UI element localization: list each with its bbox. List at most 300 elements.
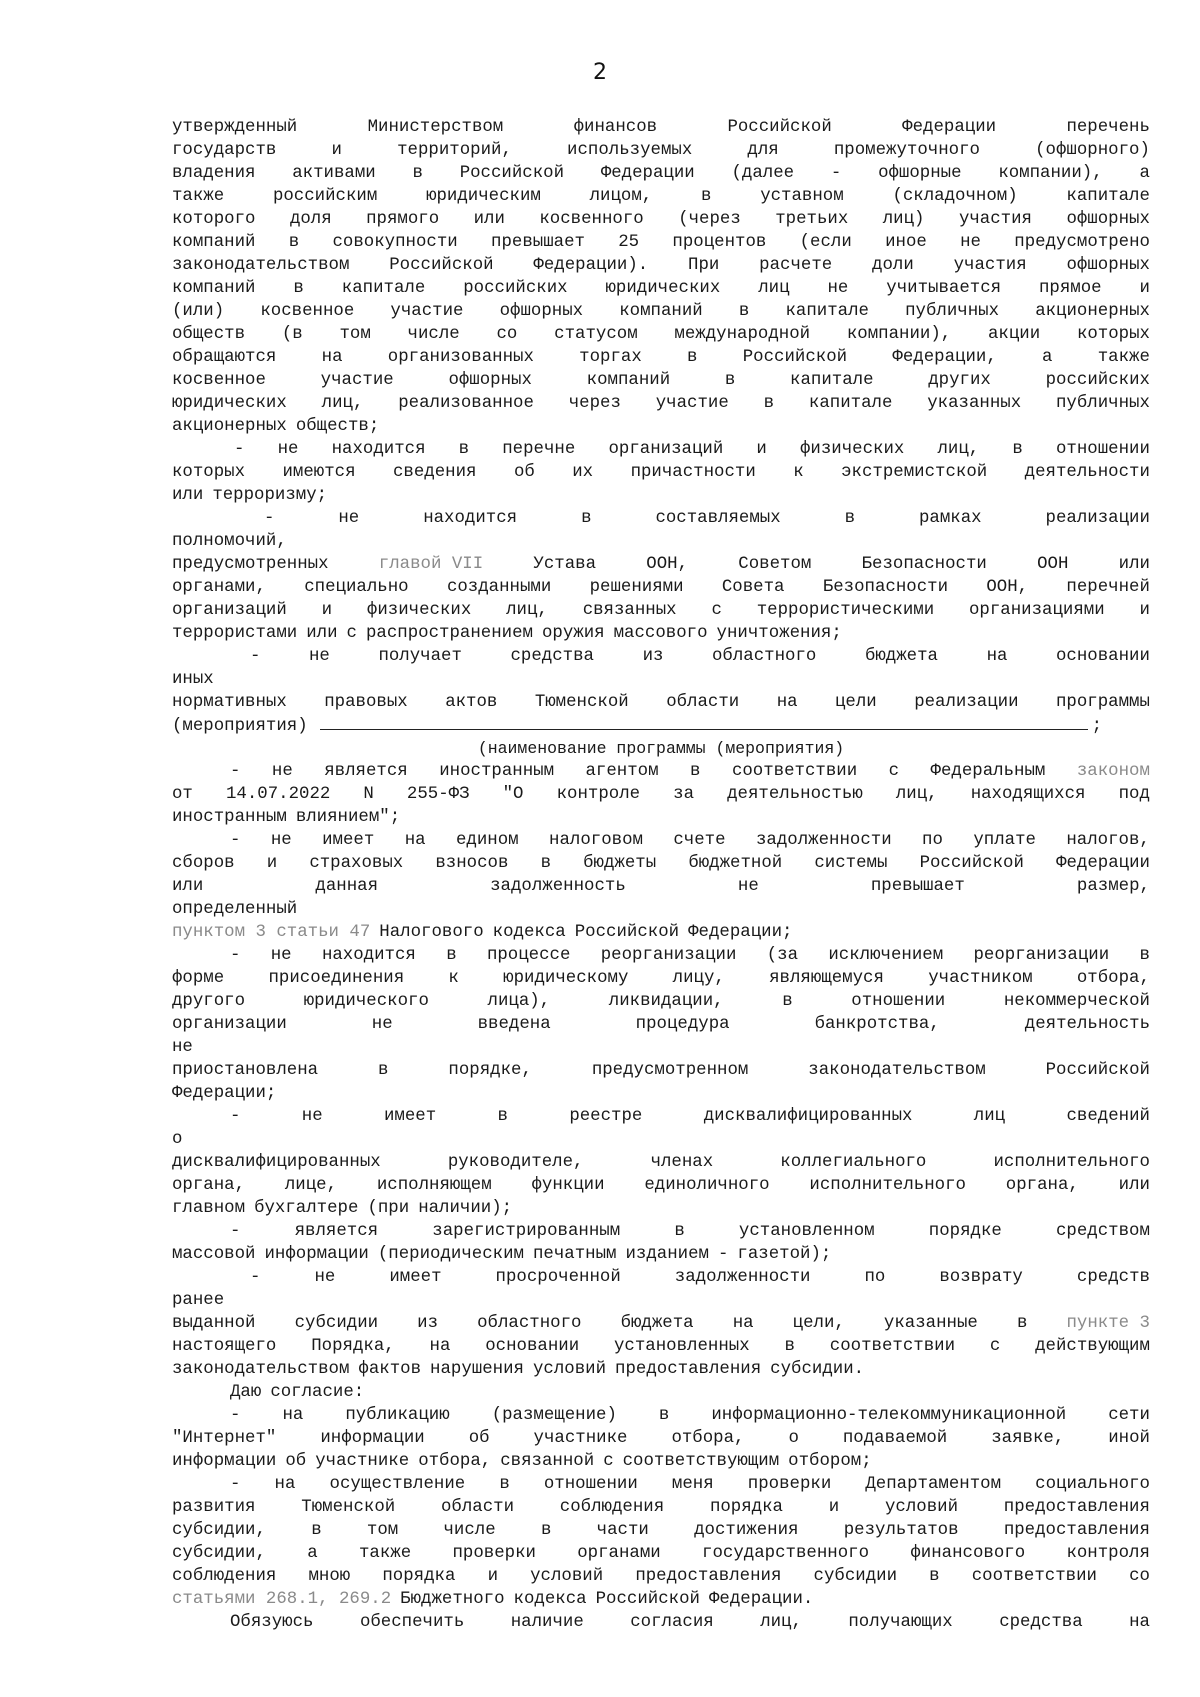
word: на <box>986 647 1008 666</box>
word: связанных <box>582 601 677 620</box>
word: бюджетной <box>688 854 783 873</box>
word: офшорных <box>1066 210 1150 229</box>
word: которых <box>172 463 246 482</box>
word: созданными <box>446 578 552 597</box>
legal-reference-link[interactable]: статьями 268.1, 269.2 <box>172 1590 392 1609</box>
word: социального <box>1035 1475 1150 1494</box>
word: "О <box>502 785 524 804</box>
text-line <box>172 323 1150 346</box>
word: лиц, <box>895 785 938 804</box>
text-line <box>172 1220 1150 1243</box>
word: публичных <box>905 302 1000 321</box>
word: косвенное <box>260 302 355 321</box>
word: массового <box>613 624 708 643</box>
word: о <box>788 1429 799 1448</box>
word: Безопасности <box>861 555 987 574</box>
text-line <box>172 1611 1150 1634</box>
word: акции <box>987 325 1041 344</box>
word: в <box>784 1337 795 1356</box>
word: правовых <box>324 693 408 712</box>
text-line <box>172 576 1150 599</box>
text-line <box>172 668 1150 691</box>
legal-reference-link[interactable]: главой VII <box>378 555 484 574</box>
text-line <box>172 1542 1150 1565</box>
word: банкротства, <box>814 1015 940 1034</box>
word: обществ; <box>295 417 380 436</box>
word: участия <box>953 256 1027 275</box>
word: из <box>417 1314 439 1333</box>
word: террористами <box>172 624 298 643</box>
text-line <box>172 1427 1150 1450</box>
paragraph-p11 <box>172 1266 1150 1381</box>
word: в <box>581 509 592 528</box>
word: области <box>666 693 740 712</box>
word: не <box>172 1038 193 1057</box>
word: перечне <box>502 440 576 459</box>
word: органами <box>577 1544 661 1563</box>
word: на <box>1129 1613 1150 1632</box>
text-line <box>172 829 1150 852</box>
word: не <box>338 509 360 528</box>
word: задолженность <box>490 877 626 896</box>
word: в <box>687 348 698 367</box>
word: в <box>293 279 304 298</box>
word: отбором; <box>788 1452 872 1471</box>
word: владения <box>172 164 256 183</box>
word: и <box>266 854 278 873</box>
word: отношении <box>543 1475 638 1494</box>
word: не <box>277 440 299 459</box>
word: (офшорного) <box>1035 141 1150 160</box>
text-line <box>172 806 1150 829</box>
word: настоящего <box>172 1337 277 1356</box>
word: исключением <box>828 946 944 965</box>
word: условий <box>884 1498 959 1517</box>
text-line <box>172 415 1150 438</box>
word: соответствующим <box>622 1452 780 1471</box>
text-line <box>172 484 1150 507</box>
word: некоммерческой <box>1003 992 1150 1011</box>
word: цели <box>835 693 877 712</box>
word: государственного <box>702 1544 870 1563</box>
word: по <box>864 1268 886 1287</box>
word: ООН, <box>646 555 689 574</box>
text-line <box>172 461 1150 484</box>
word: порядка <box>709 1498 783 1517</box>
word: актов <box>445 693 498 712</box>
word: организации <box>172 1015 287 1034</box>
word: соответствии <box>731 762 858 781</box>
word: порядке <box>928 1222 1002 1241</box>
word: реорганизации <box>600 946 737 965</box>
word: на <box>732 1314 754 1333</box>
word: капитале <box>790 371 874 390</box>
word: (далее <box>731 164 795 183</box>
word: офшорных <box>448 371 532 390</box>
word: - <box>250 1268 261 1287</box>
word: процентов <box>672 233 767 252</box>
text-line <box>172 1128 1150 1151</box>
word: части <box>596 1521 649 1540</box>
word: реорганизации <box>973 946 1110 965</box>
word: кодекса <box>492 923 566 942</box>
word: офшорных <box>1066 256 1150 275</box>
word: и <box>331 141 342 160</box>
word: результатов <box>843 1521 959 1540</box>
word: средств <box>1076 1268 1150 1287</box>
text-line <box>172 990 1150 1013</box>
word: в <box>929 1567 940 1586</box>
word: деятельность <box>1024 1015 1150 1034</box>
word: в <box>782 992 793 1011</box>
word: числе <box>407 325 460 344</box>
word: или <box>1118 1176 1150 1195</box>
word: реестре <box>569 1107 643 1126</box>
word: Совета <box>721 578 785 597</box>
word: на <box>429 1337 451 1356</box>
word: косвенного <box>539 210 644 229</box>
word: соблюдения <box>559 1498 665 1517</box>
text-line <box>172 1289 1150 1312</box>
word: или <box>473 210 505 229</box>
word: организациями <box>968 601 1105 620</box>
word: также <box>172 187 225 206</box>
word: задолженности <box>755 831 892 850</box>
word: лиц, <box>760 1613 802 1632</box>
word: агентом <box>585 762 659 781</box>
text-line <box>172 921 1150 944</box>
word: размер, <box>1076 877 1150 896</box>
word: или <box>172 486 204 505</box>
word: реализованное <box>398 394 534 413</box>
word: Департаментом <box>865 1475 1002 1494</box>
word: предоставления <box>1003 1498 1150 1517</box>
word: Российской <box>389 256 494 275</box>
text-line <box>172 967 1150 990</box>
word: лице, <box>284 1176 338 1195</box>
word: в <box>497 1107 508 1126</box>
text-line <box>172 346 1150 369</box>
word: организованных <box>387 348 534 367</box>
word: в <box>540 1521 552 1540</box>
word: иной <box>1108 1429 1150 1448</box>
text-line <box>172 1473 1150 1496</box>
word: не <box>270 946 292 965</box>
word: распространением <box>365 624 533 643</box>
word: находящихся <box>970 785 1086 804</box>
word: развития <box>172 1498 256 1517</box>
word: области <box>440 1498 515 1517</box>
word: Устава <box>533 555 597 574</box>
word: об <box>513 463 535 482</box>
word: имеет <box>322 831 375 850</box>
word: ООН, <box>986 578 1029 597</box>
word: Обязуюсь <box>230 1613 314 1632</box>
word: субсидии. <box>770 1360 865 1379</box>
word: со <box>1129 1567 1150 1586</box>
word: российских <box>1045 371 1150 390</box>
word: не <box>309 647 330 666</box>
word: отбора, <box>1076 969 1150 988</box>
word: составляемых <box>655 509 781 528</box>
word: перечней <box>1066 578 1150 597</box>
word: из <box>642 647 664 666</box>
word: выданной <box>172 1314 256 1333</box>
word: юридического <box>303 992 429 1011</box>
paragraph-p02 <box>172 438 1150 507</box>
word: доли <box>872 256 914 275</box>
text-line <box>172 1588 1150 1611</box>
word: газетой); <box>737 1245 832 1264</box>
word: имеются <box>282 463 356 482</box>
word: причастности <box>630 463 756 482</box>
word: по <box>922 831 943 850</box>
legal-reference-link[interactable]: законом <box>1076 762 1150 781</box>
word: нарушения <box>430 1360 524 1379</box>
word: в <box>844 509 856 528</box>
word: наличие <box>510 1613 584 1632</box>
text-line <box>172 1013 1150 1036</box>
word: Федерации; <box>172 1084 277 1103</box>
word: в <box>540 854 551 873</box>
word: Безопасности <box>822 578 949 597</box>
word: участие <box>320 371 394 390</box>
word: юридических <box>172 394 287 413</box>
word: Российской <box>727 118 832 137</box>
word: (периодическим <box>377 1245 524 1264</box>
legal-reference-link[interactable]: пунктом 3 статьи 47 <box>172 923 371 942</box>
word: Федерации, <box>892 348 997 367</box>
word: средства <box>999 1613 1083 1632</box>
text-line <box>172 185 1150 208</box>
word: членах <box>650 1153 714 1172</box>
word: порядке, <box>448 1061 532 1080</box>
word: областного <box>477 1314 582 1333</box>
text-line <box>172 300 1150 323</box>
word: и <box>321 601 333 620</box>
word: международной <box>674 325 811 344</box>
word: торгах <box>579 348 642 367</box>
text-line <box>172 645 1150 668</box>
word: в <box>658 1406 670 1425</box>
word: Бюджетного <box>400 1590 505 1609</box>
word: установленных <box>614 1337 750 1356</box>
word: находится <box>423 509 518 528</box>
word: субсидии, <box>172 1521 266 1540</box>
text-line <box>172 1312 1150 1335</box>
word: используемых <box>567 141 693 160</box>
word: страховых <box>309 854 404 873</box>
word: лиц, <box>506 601 548 620</box>
word: с <box>346 624 357 643</box>
word: не <box>301 1107 323 1126</box>
word: (складочном) <box>892 187 1018 206</box>
word: не <box>827 279 849 298</box>
word: контроле <box>556 785 641 804</box>
word: специально <box>304 578 409 597</box>
word: за <box>673 785 695 804</box>
word: со <box>496 325 518 344</box>
text-line <box>172 116 1150 139</box>
legal-reference-link[interactable]: пункте 3 <box>1066 1314 1150 1333</box>
text-line <box>172 1243 1150 1266</box>
word: 255-ФЗ <box>406 785 470 804</box>
word: массовой <box>172 1245 256 1264</box>
word: капитале <box>341 279 426 298</box>
word: лиц <box>758 279 790 298</box>
word: информации <box>320 1429 425 1448</box>
word: территорий, <box>397 141 512 160</box>
word: перечень <box>1066 118 1150 137</box>
word: - <box>230 1406 241 1425</box>
word: в <box>499 1475 510 1494</box>
fill-caption: (наименование программы (мероприятия) <box>477 739 845 758</box>
word: органа, <box>1005 1176 1079 1195</box>
word: публичных <box>1055 394 1150 413</box>
word: просроченной <box>495 1268 621 1287</box>
word: в <box>412 164 423 183</box>
word: Федерации <box>600 164 695 183</box>
word: на <box>282 1406 304 1425</box>
word: офшорные <box>878 164 962 183</box>
word: (за <box>766 946 799 965</box>
word: главном <box>172 1199 246 1218</box>
word: в <box>701 187 712 206</box>
word: действующим <box>1035 1337 1150 1356</box>
word: финансового <box>910 1544 1026 1563</box>
word: получает <box>378 647 462 666</box>
word: не <box>314 1268 336 1287</box>
text-line <box>172 1082 1150 1105</box>
word: Федеральным <box>930 762 1046 781</box>
word: достижения <box>694 1521 799 1540</box>
word: - <box>234 440 245 459</box>
word: расчете <box>759 256 833 275</box>
word: третьих <box>775 210 849 229</box>
word: кодекса <box>513 1590 587 1609</box>
word: процедура <box>635 1015 730 1034</box>
word: коллегиального <box>780 1153 927 1172</box>
word: на <box>321 348 343 367</box>
word: участнике <box>533 1429 628 1448</box>
word: промежуточного <box>833 141 980 160</box>
text-line <box>172 944 1150 967</box>
word: с <box>989 1337 1001 1356</box>
word: компании), <box>846 325 952 344</box>
word: информации <box>264 1245 369 1264</box>
word: совокупности <box>332 233 458 252</box>
paragraph-p04 <box>172 645 1150 714</box>
word: основании <box>485 1337 580 1356</box>
word: предусмотренном <box>591 1061 749 1080</box>
word: указанные <box>883 1314 978 1333</box>
word: основании <box>1056 647 1150 666</box>
word: в <box>311 1521 322 1540</box>
word: сведений <box>1066 1107 1150 1126</box>
word: лиц) <box>882 210 925 229</box>
word: дисквалифицированных <box>172 1153 381 1172</box>
word: является <box>324 762 408 781</box>
word: лиц <box>973 1107 1006 1126</box>
word: юридическим <box>426 187 541 206</box>
word: том <box>339 325 371 344</box>
word: меня <box>671 1475 714 1494</box>
word: информационно-телекоммуникационной <box>711 1406 1067 1425</box>
paragraph-p10 <box>172 1220 1150 1266</box>
word: для <box>747 141 779 160</box>
word: печатным <box>532 1245 617 1264</box>
paragraph-p15 <box>172 1611 1150 1634</box>
word: законодательством <box>808 1061 986 1080</box>
word: областного <box>712 647 817 666</box>
text-line <box>172 622 1150 645</box>
word: российских <box>463 279 568 298</box>
word: руководителе, <box>447 1153 584 1172</box>
text-line <box>172 553 1150 576</box>
word: средством <box>1056 1222 1150 1241</box>
word: согласие: <box>270 1383 365 1402</box>
word: их <box>572 463 594 482</box>
word: через <box>568 394 621 413</box>
word: Тюменской <box>301 1498 396 1517</box>
word: а <box>1139 164 1150 183</box>
word: процессе <box>486 946 571 965</box>
word: деятельностью <box>727 785 863 804</box>
word: влиянием"; <box>295 808 401 827</box>
paragraph-p06 <box>172 760 1150 829</box>
word: субсидии, <box>172 1544 266 1563</box>
word: физических <box>799 440 905 459</box>
word: При <box>688 256 720 275</box>
word: на <box>404 831 426 850</box>
word: публикацию <box>345 1406 450 1425</box>
text-line <box>172 1151 1150 1174</box>
word: том <box>366 1521 399 1540</box>
word: а <box>1042 348 1053 367</box>
word: статусом <box>554 325 638 344</box>
word: - <box>230 1222 241 1241</box>
program-name-blank[interactable] <box>320 714 1088 730</box>
word: контроля <box>1066 1544 1150 1563</box>
word: налогов, <box>1066 831 1150 850</box>
word: взносов <box>435 854 509 873</box>
paragraph-p14 <box>172 1473 1150 1611</box>
word: уплате <box>973 831 1036 850</box>
word: являющемуся <box>769 969 884 988</box>
word: с <box>711 601 722 620</box>
word: физических <box>366 601 472 620</box>
word: исполняющем <box>376 1176 492 1195</box>
word: едином <box>456 831 519 850</box>
word: оружия <box>541 624 605 643</box>
word: - <box>264 509 275 528</box>
word: капитале <box>808 394 893 413</box>
word: (в <box>281 325 303 344</box>
text-line <box>172 898 1150 921</box>
fill-end: ; <box>1091 717 1102 736</box>
word: получающих <box>848 1613 953 1632</box>
text-line <box>172 1565 1150 1588</box>
word: единоличного <box>644 1176 770 1195</box>
word: ООН <box>1037 555 1069 574</box>
word: фактов <box>358 1360 422 1379</box>
document-body <box>172 116 1150 1634</box>
word: решениями <box>589 578 684 597</box>
word: в <box>446 946 457 965</box>
word: на <box>274 1475 296 1494</box>
word: в <box>458 440 470 459</box>
page-number: 2 <box>593 60 607 85</box>
